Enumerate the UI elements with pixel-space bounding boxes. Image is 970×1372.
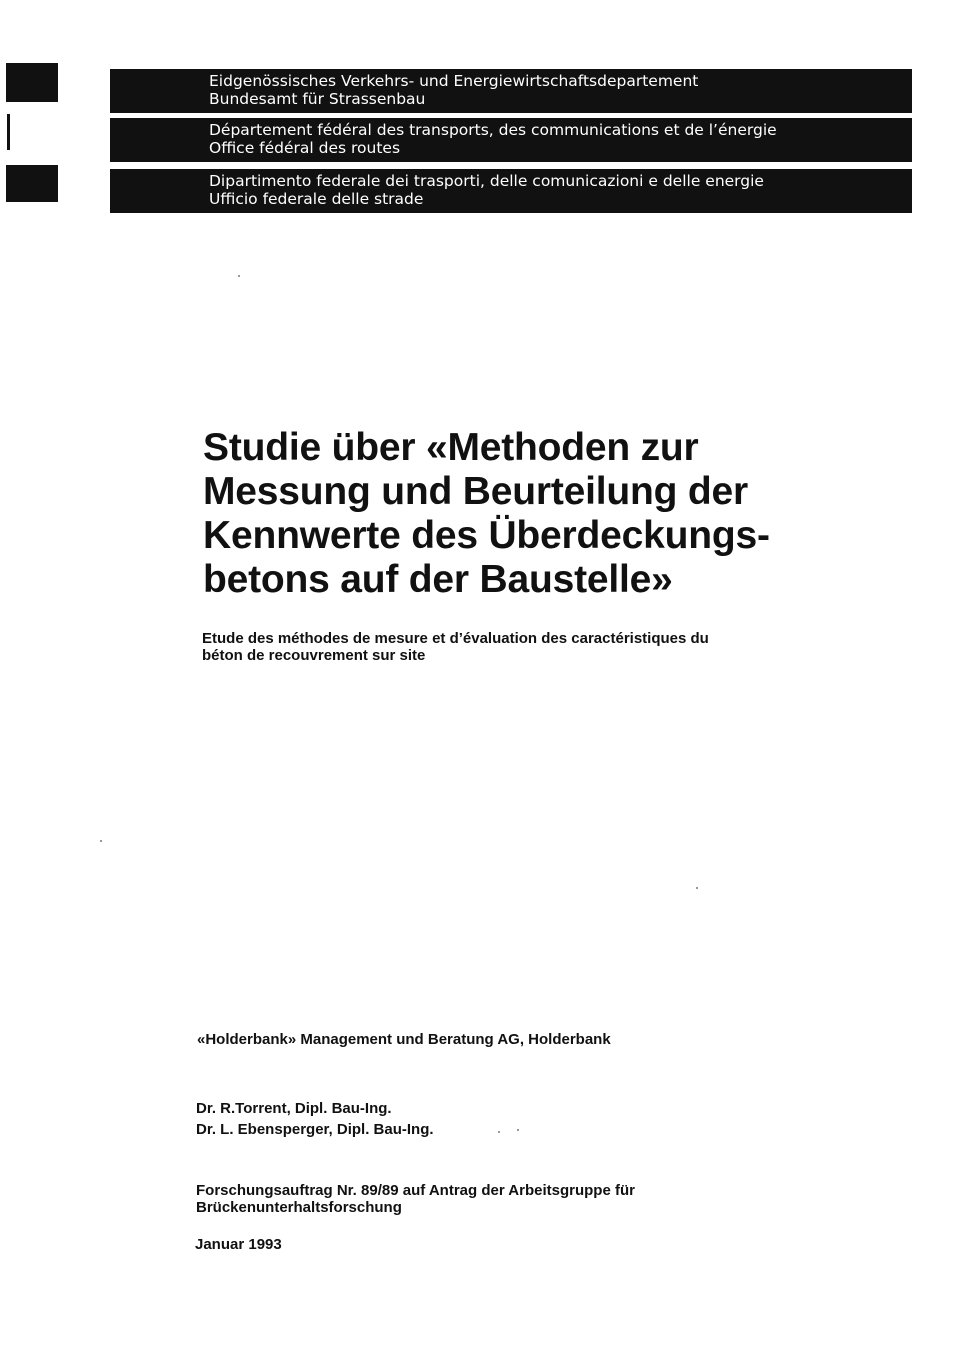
- title-line: Studie über «Methoden zur: [203, 426, 699, 469]
- title-line: Kennwerte des Überdeckungs-: [203, 514, 770, 557]
- publication-date: Januar 1993: [195, 1236, 282, 1253]
- organization-name: «Holderbank» Management und Beratung AG, Holderbank: [197, 1031, 611, 1048]
- document-title: [203, 426, 923, 602]
- research-order-line: Brückenunterhaltsforschung: [196, 1199, 402, 1216]
- author: Dr. R.Torrent, Dipl. Bau-Ing.: [196, 1100, 392, 1117]
- office-name-de: Bundesamt für Strassenbau: [209, 90, 426, 108]
- scan-speck: [517, 1129, 519, 1131]
- scan-speck: [498, 1131, 500, 1133]
- edge-mark-middle: [7, 114, 10, 150]
- office-name-it: Ufficio federale delle strade: [209, 190, 424, 208]
- edge-mark-bottom: [6, 165, 58, 202]
- header-band-french: [110, 118, 912, 162]
- scan-speck: [238, 275, 240, 277]
- department-name-de: Eidgenössisches Verkehrs- und Energiewirtschaftsdepartement: [209, 72, 699, 90]
- document-subtitle: [202, 630, 802, 664]
- scan-speck: [100, 840, 102, 842]
- department-name-it: Dipartimento federale dei trasporti, delle comunicazioni e delle energie: [209, 172, 764, 190]
- department-name-fr: Département fédéral des transports, des communications et de l’énergie: [209, 121, 777, 139]
- edge-mark-top: [6, 63, 58, 102]
- title-line: betons auf der Baustelle»: [203, 558, 673, 601]
- header-band-german: [110, 69, 912, 113]
- research-order-line: Forschungsauftrag Nr. 89/89 auf Antrag der Arbeitsgruppe für: [196, 1182, 635, 1199]
- author: Dr. L. Ebensperger, Dipl. Bau-Ing.: [196, 1121, 434, 1138]
- header-band-italian: [110, 169, 912, 213]
- subtitle-line: béton de recouvrement sur site: [202, 647, 426, 664]
- scan-speck: [696, 887, 698, 889]
- subtitle-line: Etude des méthodes de mesure et d’évaluation des caractéristiques du: [202, 630, 709, 647]
- title-line: Messung und Beurteilung der: [203, 470, 748, 513]
- office-name-fr: Office fédéral des routes: [209, 139, 401, 157]
